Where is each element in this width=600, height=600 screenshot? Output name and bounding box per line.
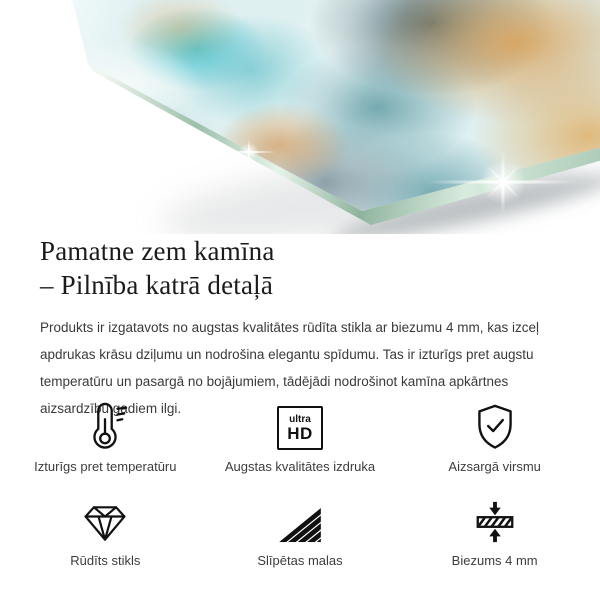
feature-tempered-glass — [70, 496, 140, 568]
ultra-hd-badge-bottom: HD — [287, 423, 313, 443]
feature-print-quality — [225, 402, 375, 474]
feature-polished-edges — [257, 496, 342, 568]
thickness-icon — [472, 496, 518, 544]
feature-label: Izturīgs pret temperatūru — [34, 459, 177, 474]
feature-temperature — [34, 402, 176, 474]
diamond-icon — [81, 496, 129, 544]
page-title-line1: Pamatne zem kamīna — [40, 236, 275, 266]
ultra-hd-badge-top: ultra — [289, 413, 311, 425]
hero-product-image — [0, 0, 600, 234]
feature-label: Biezums 4 mm — [451, 553, 538, 568]
feature-thickness — [452, 496, 538, 568]
ultra-hd-icon — [277, 402, 323, 450]
feature-label: Aizsargā virsmu — [448, 459, 541, 474]
page-title — [40, 234, 275, 302]
thermometer-icon — [82, 402, 128, 450]
page-title-line2: – Pilnība katrā detaļā — [40, 270, 274, 300]
feature-label: Rūdīts stikls — [70, 553, 141, 568]
feature-surface-protection — [448, 402, 540, 474]
feature-label: Augstas kvalitātes izdruka — [224, 459, 376, 474]
product-description: Produkts ir izgatavots no augstas kvalitātes rūdīta stikla ar biezumu 4 mm, kas izceļ apdrukas krāsu dziļumu un nodrošina elegantu spīdumu. Tas ir izturīgs pret augstu temperatūru un pasargā no bojājumiem, tādējādi nodrošinot kamīna apkārtnes aizsardzību gadiem ilgi. — [40, 320, 539, 416]
feature-grid — [8, 402, 592, 568]
feature-label: Slīpētas malas — [257, 553, 343, 568]
sparkle-ray — [248, 139, 250, 165]
ultra-hd-badge — [277, 406, 323, 450]
beveled-edges-icon — [277, 496, 323, 544]
shield-check-icon — [473, 402, 517, 450]
